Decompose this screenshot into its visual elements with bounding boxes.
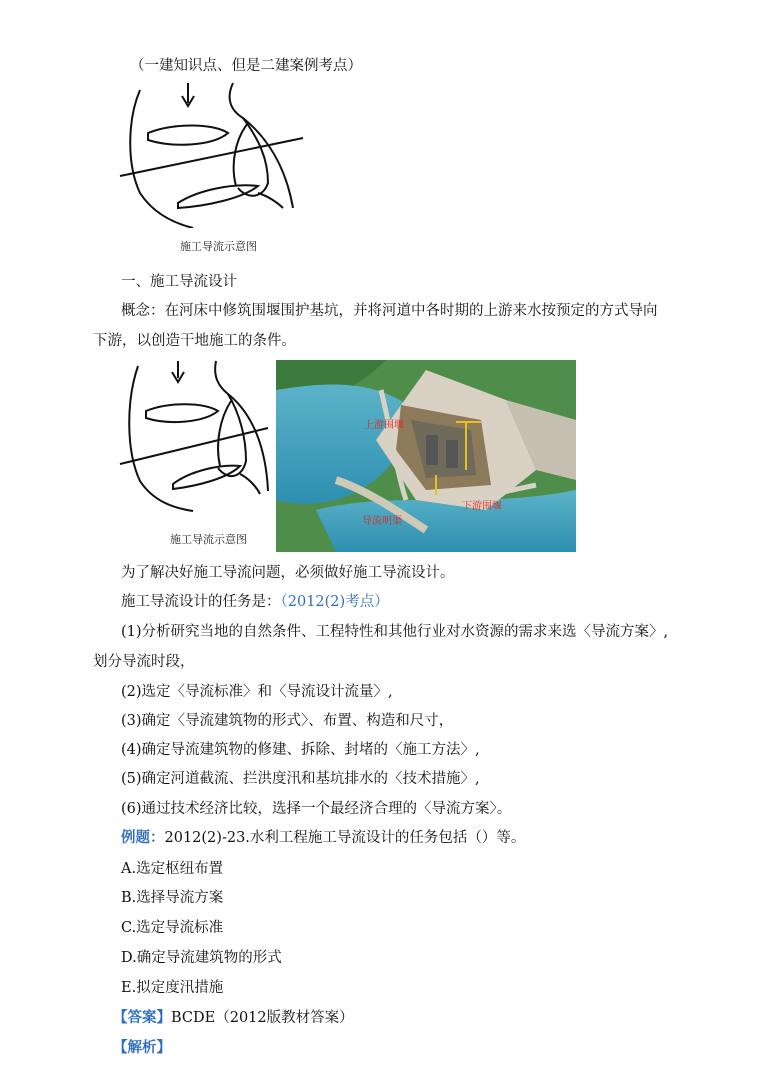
exam-tag: （2012(2)考点）	[280, 594, 389, 610]
concept-line-1: 概念：在河床中修筑围堰围护基坑，并将河道中各时期的上游来水按预定的方式导向	[121, 303, 658, 319]
answer-label: 【答案】	[113, 1009, 171, 1026]
task-item-3: (3)确定〈导流建筑物的形式〉、布置、构造和尺寸，	[121, 713, 454, 729]
section-title: 一、施工导流设计	[121, 274, 237, 290]
task-item-5: (5)确定河道截流、拦洪度汛和基坑排水的〈技术措施〉,	[121, 771, 480, 787]
figure-1-caption: 施工导流示意图	[180, 240, 257, 253]
example-label: 例题：	[121, 829, 165, 846]
example-question-line	[121, 828, 525, 848]
tasks-heading: 施工导流设计的任务是：	[121, 594, 281, 610]
example-question: 2012(2)-23.水利工程施工导流设计的任务包括（）等。	[164, 830, 526, 846]
diversion-sketch-figure-2	[118, 356, 278, 516]
upstream-cofferdam-label: 上游围堰	[364, 420, 404, 431]
option-a: A.选定枢纽布置	[121, 861, 224, 877]
option-d: D.确定导流建筑物的形式	[121, 950, 282, 966]
analysis-label: 【解析】	[113, 1039, 171, 1056]
task-item-2: (2)选定〈导流标准〉和〈导流设计流量〉,	[121, 684, 393, 700]
task-item-6: (6)通过技术经济比较，选择一个最经济合理的〈导流方案〉。	[121, 801, 512, 817]
downstream-cofferdam-label: 下游围堰	[462, 501, 502, 512]
option-b: B.选择导流方案	[121, 890, 224, 906]
dam-construction-photo	[276, 360, 576, 552]
diversion-sketch-figure-1	[118, 78, 308, 228]
answer-text: BCDE（2012版教材答案）	[171, 1010, 354, 1026]
intro-line: 为了解决好施工导流问题，必须做好施工导流设计。	[121, 565, 455, 581]
tasks-heading-line	[121, 592, 389, 612]
concept-line-2: 下游，以创造干地施工的条件。	[93, 333, 296, 349]
option-e: E.拟定度汛措施	[121, 980, 224, 996]
header-note: （一建知识点、但是二建案例考点）	[130, 58, 362, 74]
task-item-4: (4)确定导流建筑物的修建、拆除、封堵的〈施工方法〉,	[121, 742, 480, 758]
option-c: C.选定导流标准	[121, 920, 224, 936]
diversion-channel-label: 导流明渠	[362, 516, 402, 527]
answer-line	[113, 1008, 354, 1028]
task-item-1: (1)分析研究当地的自然条件、工程特性和其他行业对水资源的需求来选〈导流方案〉,	[121, 624, 669, 640]
task-item-1-continued: 划分导流时段，	[93, 654, 195, 670]
analysis-line	[113, 1038, 171, 1058]
figure-2-caption: 施工导流示意图	[170, 533, 247, 546]
